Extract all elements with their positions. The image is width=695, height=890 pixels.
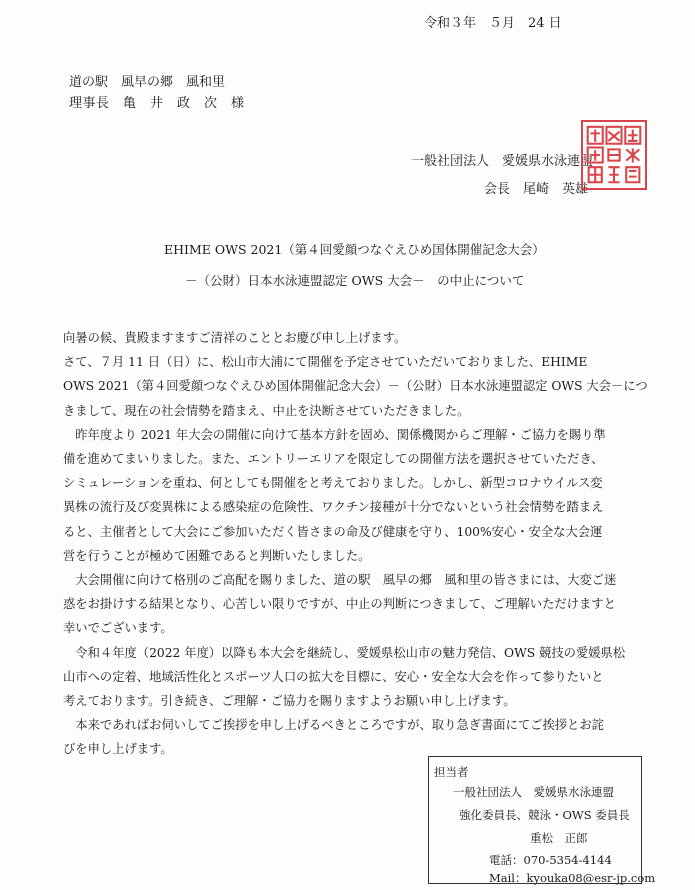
body-line: 昨年度より 2021 年大会の開催に向けて基本方針を固め、関係機関からご理解・ご協力を賜り準 bbox=[63, 427, 606, 442]
sender-org: 一般社団法人 愛媛県水泳連盟 bbox=[411, 154, 594, 169]
body-line: 令和４年度（2022 年度）以降も本大会を継続し、愛媛県松山市の魅力発信、OWS 競技の愛媛県松 bbox=[63, 645, 626, 660]
sender-name: 会長 尾崎 英雄 bbox=[484, 182, 589, 197]
contact-heading: 担当者 bbox=[434, 765, 469, 779]
contact-org: 一般社団法人 愛媛県水泳連盟 bbox=[453, 785, 614, 799]
body-line: ると、主催者として大会にご参加いただく皆さまの命及び健康を守り、100%安心・安全な大会運 bbox=[63, 524, 603, 539]
seal-stamp-graphic bbox=[583, 122, 645, 188]
body-line: 惑をお掛けする結果となり、心苦しい限りですが、中止の判断につきまして、ご理解いただけますと bbox=[63, 597, 616, 612]
contact-box bbox=[428, 756, 656, 885]
body-line: 本来であればお伺いしてご挨拶を申し上げるべきところですが、取り急ぎ書面にてご挨拶とお詫 bbox=[63, 718, 604, 733]
contact-name: 重松 正郎 bbox=[530, 831, 588, 845]
body-line: シミュレーションを重ね、何としても開催をと考えておりました。しかし、新型コロナウイルス変 bbox=[63, 476, 603, 491]
body-line: 営を行うことが極めて困難であると判断いたしました。 bbox=[63, 548, 371, 563]
body-line: びを申し上げます。 bbox=[63, 742, 173, 757]
body-line: 向暑の候、貴殿ますますご清祥のこととお慶び申し上げます。 bbox=[63, 331, 407, 345]
subject-title-line1: EHIME OWS 2021（第４回愛顔つなぐえひめ国体開催記念大会） bbox=[164, 242, 545, 257]
body-line: 備を進めてまいりました。また、エントリーエリアを限定しての開催方法を選択させていただき、 bbox=[63, 452, 604, 467]
contact-role: 強化委員長、競泳・OWS 委員長 bbox=[459, 808, 630, 822]
recipient-name: 理事長 亀 井 政 次 様 bbox=[69, 96, 245, 111]
official-seal bbox=[581, 120, 647, 190]
recipient-org: 道の駅 風早の郷 風和里 bbox=[69, 75, 226, 90]
letter-body bbox=[63, 326, 648, 762]
body-line: 大会開催に向けて格別のご高配を賜りました、道の駅 風早の郷 風和里の皆さまには、大変ご迷 bbox=[63, 573, 617, 588]
contact-phone: 電話：070-5354-4144 bbox=[489, 853, 612, 867]
body-line: 山市への定着、地域活性化とスポーツ人口の拡大を目標に、安心・安全な大会を作って参りたいと bbox=[63, 669, 604, 684]
body-line: さて、７月 11 日（日）に、松山市大浦にて開催を予定させていただいておりました、EHIME bbox=[63, 355, 588, 370]
body-line: きまして、現在の社会情勢を踏まえ、中止を決断させていただきました。 bbox=[63, 403, 470, 418]
subject-title-line2: －（公財）日本水泳連盟認定 OWS 大会－ の中止について bbox=[185, 273, 525, 288]
body-line: 幸いでございます。 bbox=[63, 621, 173, 636]
body-line: 異株の流行及び変異株による感染症の危険性、ワクチン接種が十分でないという社会情勢を踏まえ bbox=[63, 500, 604, 515]
contact-email: Mail：kyouka08@esr-jp.com bbox=[489, 871, 656, 885]
body-line: OWS 2021（第４回愛顔つなぐえひめ国体開催記念大会）－（公財）日本水泳連盟認定 OWS 大会－につ bbox=[63, 379, 648, 394]
letter-date: 令和３年 ５月 24 日 bbox=[424, 16, 562, 31]
body-line: 考えております。引き続き、ご理解・ご協力を賜りますようお願い申し上げます。 bbox=[63, 694, 516, 709]
